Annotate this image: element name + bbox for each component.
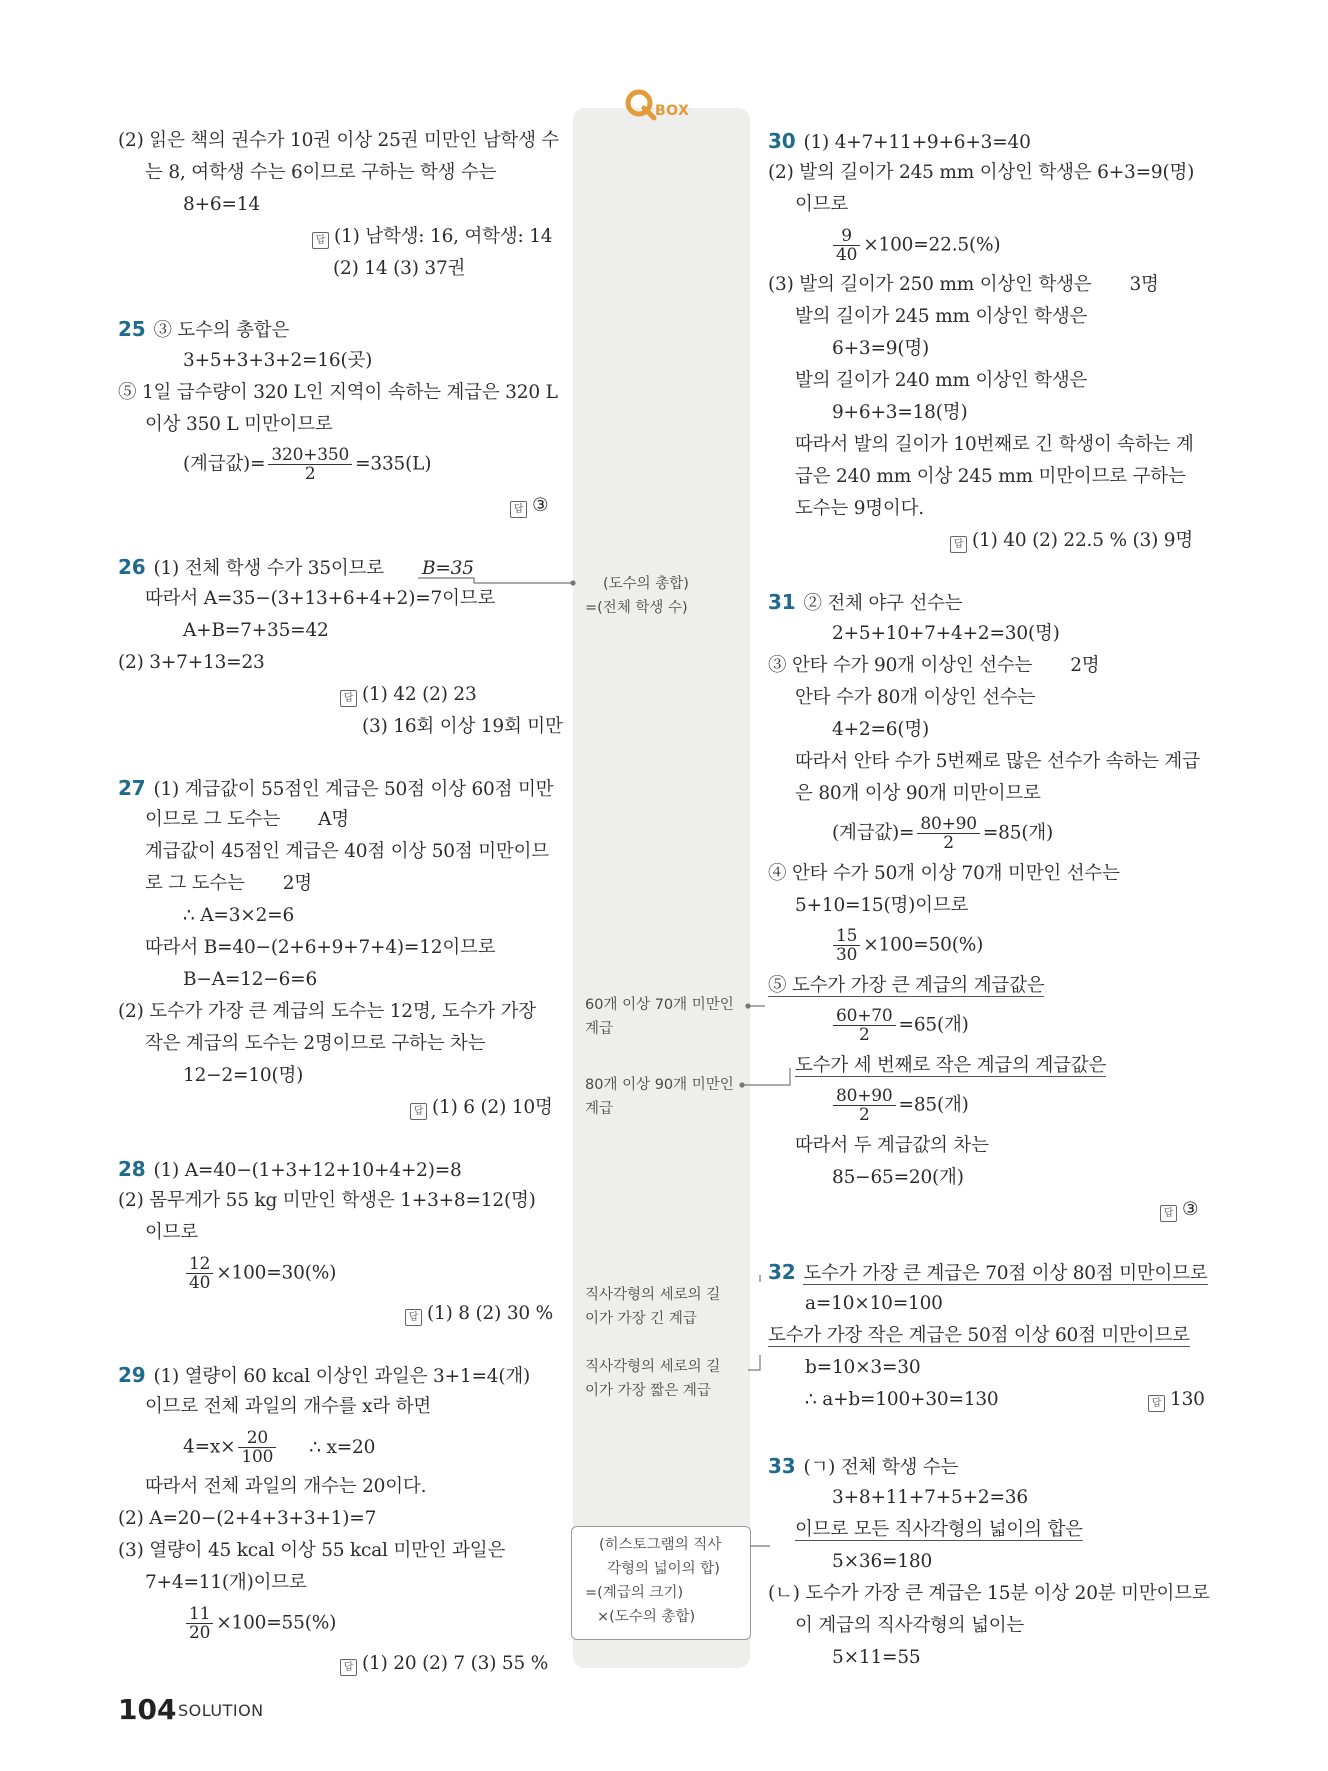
q31-line: ③ 안타 수가 90개 이상인 선수는 2명 xyxy=(768,655,1100,676)
q27-line: 계급값이 45점인 계급은 40점 이상 50점 미만이므 xyxy=(145,841,549,862)
q30-line: 급은 240 mm 이상 245 mm 미만이므로 구하는 xyxy=(795,466,1186,487)
q25-line: 3+5+3+3+2=16(곳) xyxy=(183,350,373,371)
q27-line: 로 그 도수는 2명 xyxy=(145,873,312,894)
q33-line: 5×36=180 xyxy=(832,1551,933,1572)
answer-icon: 답 xyxy=(950,536,967,553)
fraction: $\frac{9}{40}$ xyxy=(833,227,860,264)
sidebar-note-total-frequency: (도수의 총합) =(전체 학생 수) xyxy=(585,576,689,616)
qbox-logo-text: BOX xyxy=(655,103,690,119)
q25-answer: 답 ③ xyxy=(510,494,548,518)
q30-line: 이므로 xyxy=(795,194,849,215)
q31-line: ④ 안타 수가 50개 이상 70개 미만인 선수는 xyxy=(768,863,1120,884)
fraction: $\frac{20}{100}$ xyxy=(238,1429,276,1466)
sidebar-note-tallest: 직사각형의 세로의 길 이가 가장 긴 계급 xyxy=(585,1287,721,1327)
q27-line: 따라서 B=40−(2+6+9+7+4)=12이므로 xyxy=(145,937,496,958)
q25-line: 이상 350 L 미만이므로 xyxy=(145,414,333,435)
q26-answer: (3) 16회 이상 19회 미만 xyxy=(362,716,563,737)
q33-line: 33 (ㄱ) 전체 학생 수는 xyxy=(768,1454,959,1478)
answer-icon: 답 xyxy=(510,501,527,518)
question-number: 32 xyxy=(768,1260,796,1284)
q31-line: 2+5+10+7+4+2=30(명) xyxy=(832,623,1060,644)
q30-answer: 답 (1) 40 (2) 22.5 % (3) 9명 xyxy=(950,529,1193,553)
q33-line: 이 계급의 직사각형의 넓이는 xyxy=(795,1615,1025,1636)
q28-line: (2) 몸무게가 55 kg 미만인 학생은 1+3+8=12(명) xyxy=(118,1190,536,1211)
fraction: $\frac{11}{20}$ xyxy=(186,1605,213,1642)
q27-line: 이므로 그 도수는 A명 xyxy=(145,809,349,830)
q29-formula: 4=x× $\frac{20}{100}$ ∴ x=20 xyxy=(183,1428,376,1467)
q27-line: B−A=12−6=6 xyxy=(183,969,318,990)
q31-line: 4+2=6(명) xyxy=(832,719,930,740)
q31-line: 31 ② 전체 야구 선수는 xyxy=(768,590,963,614)
q31-formula: $\frac{60+70}{2}$ =65(개) xyxy=(830,1007,969,1044)
q31-formula: $\frac{80+90}{2}$ =85(개) xyxy=(830,1087,969,1124)
q25-line: 25 ③ 도수의 총합은 xyxy=(118,317,290,341)
q28-formula: $\frac{12}{40}$ ×100=30(%) xyxy=(183,1255,336,1292)
q31-answer: 답 ③ xyxy=(1160,1198,1198,1222)
q29-line: (3) 열량이 45 kcal 이상 55 kcal 미만인 과일은 xyxy=(118,1540,506,1561)
q24-line: 는 8, 여학생 수는 6이므로 구하는 학생 수는 xyxy=(145,162,497,183)
q31-line: 은 80개 이상 90개 미만이므로 xyxy=(795,783,1041,804)
q30-line: (3) 발의 길이가 250 mm 이상인 학생은 3명 xyxy=(768,274,1159,295)
q31-line: ⑤ 도수가 가장 큰 계급의 계급값은 xyxy=(768,975,1045,996)
q28-answer: 답 (1) 8 (2) 30 % xyxy=(405,1302,553,1326)
q30-line: 도수는 9명이다. xyxy=(795,498,924,519)
answer-icon: 답 xyxy=(340,1659,357,1676)
q25-line: ⑤ 1일 급수량이 320 L인 지역이 속하는 계급은 320 L xyxy=(118,382,558,403)
q30-formula: $\frac{9}{40}$ ×100=22.5(%) xyxy=(830,227,1000,264)
footer-label: SOLUTION xyxy=(178,1701,264,1720)
q27-line: ∴ A=3×2=6 xyxy=(183,905,295,926)
sidebar-note-80-90: 80개 이상 90개 미만인 계급 xyxy=(585,1077,734,1117)
q26-line: 따라서 A=35−(3+13+6+4+2)=7이므로 xyxy=(145,588,496,609)
fraction: $\frac{15}{30}$ xyxy=(833,927,860,964)
q33-line: 이므로 모든 직사각형의 넓이의 합은 xyxy=(795,1519,1083,1540)
question-number: 27 xyxy=(118,776,146,800)
q29-line: 29 (1) 열량이 60 kcal 이상인 과일은 3+1=4(개) xyxy=(118,1363,531,1387)
question-number: 28 xyxy=(118,1157,146,1181)
q30-line: 9+6+3=18(명) xyxy=(832,402,968,423)
question-number: 31 xyxy=(768,590,796,614)
q30-line: 발의 길이가 245 mm 이상인 학생은 xyxy=(795,306,1088,327)
q24-line: (2) 읽은 책의 권수가 10권 이상 25권 미만인 남학생 수 xyxy=(118,130,560,151)
q31-line: 안타 수가 80개 이상인 선수는 xyxy=(795,687,1036,708)
question-number: 25 xyxy=(118,317,146,341)
q27-line: 작은 계급의 도수는 2명이므로 구하는 차는 xyxy=(145,1033,486,1054)
q31-line: 따라서 안타 수가 5번째로 많은 선수가 속하는 계급 xyxy=(795,751,1200,772)
q29-line: 7+4=11(개)이므로 xyxy=(145,1572,307,1593)
q30-line: 30 (1) 4+7+11+9+6+3=40 xyxy=(768,129,1031,153)
q26-line: A+B=7+35=42 xyxy=(183,620,329,641)
q24-answer: 답 (1) 남학생: 16, 여학생: 14 xyxy=(312,225,552,249)
sidebar-note-60-70: 60개 이상 70개 미만인 계급 xyxy=(585,997,734,1037)
q33-line: (ㄴ) 도수가 가장 큰 계급은 15분 이상 20분 미만이므로 xyxy=(768,1583,1210,1604)
sidebar-note-histogram-area: (히스토그램의 직사 각형의 넓이의 합) =(계급의 크기) ×(도수의 총합) xyxy=(585,1537,722,1625)
q28-line: 이므로 xyxy=(145,1222,199,1243)
q32-line: a=10×10=100 xyxy=(805,1293,943,1314)
q32-line: 도수가 가장 작은 계급은 50점 이상 60점 미만이므로 xyxy=(768,1325,1190,1346)
answer-icon: 답 xyxy=(340,690,357,707)
q25-formula: (계급값)= $\frac{320+350}{2}$ =335(L) xyxy=(183,445,432,484)
q27-answer: 답 (1) 6 (2) 10명 xyxy=(410,1096,553,1120)
fraction: $\frac{80+90}{2}$ xyxy=(917,815,980,852)
sidebar-note-shortest: 직사각형의 세로의 길 이가 가장 짧은 계급 xyxy=(585,1359,721,1399)
q32-answer: 답 130 xyxy=(1148,1388,1205,1412)
question-number: 30 xyxy=(768,129,796,153)
q31-line: 도수가 세 번째로 작은 계급의 계급값은 xyxy=(795,1055,1107,1076)
q33-line: 5×11=55 xyxy=(832,1647,921,1668)
q30-line: 따라서 발의 길이가 10번째로 긴 학생이 속하는 계 xyxy=(795,434,1194,455)
q31-line: 따라서 두 계급값의 차는 xyxy=(795,1135,989,1156)
question-number: 29 xyxy=(118,1363,146,1387)
question-number: 33 xyxy=(768,1454,796,1478)
q27-line: (2) 도수가 가장 큰 계급의 도수는 12명, 도수가 가장 xyxy=(118,1001,536,1022)
question-number: 26 xyxy=(118,555,146,579)
q28-line: 28 (1) A=40−(1+3+12+10+4+2)=8 xyxy=(118,1157,462,1181)
q32-line: 32 도수가 가장 큰 계급은 70점 이상 80점 미만이므로 xyxy=(768,1260,1208,1284)
q26-answer: 답 (1) 42 (2) 23 xyxy=(340,683,477,707)
fraction: $\frac{12}{40}$ xyxy=(186,1255,213,1292)
q31-line: 5+10=15(명)이므로 xyxy=(795,895,969,916)
answer-icon: 답 xyxy=(1160,1205,1177,1222)
q30-line: (2) 발의 길이가 245 mm 이상인 학생은 6+3=9(명) xyxy=(768,162,1195,183)
q32-line: ∴ a+b=100+30=130 xyxy=(805,1389,999,1410)
q27-line: 27 (1) 계급값이 55점인 계급은 50점 이상 60점 미만 xyxy=(118,776,554,800)
answer-icon: 답 xyxy=(312,232,329,249)
q30-line: 발의 길이가 240 mm 이상인 학생은 xyxy=(795,370,1088,391)
fraction: $\frac{60+70}{2}$ xyxy=(833,1007,896,1044)
q30-line: 6+3=9(명) xyxy=(832,338,930,359)
answer-icon: 답 xyxy=(405,1309,422,1326)
q29-line: 이므로 전체 과일의 개수를 x라 하면 xyxy=(145,1396,432,1417)
q29-formula: $\frac{11}{20}$ ×100=55(%) xyxy=(183,1605,336,1642)
q33-line: 3+8+11+7+5+2=36 xyxy=(832,1487,1028,1508)
page-number: 104 xyxy=(118,1693,177,1726)
q31-formula: (계급값)= $\frac{80+90}{2}$ =85(개) xyxy=(832,814,1054,853)
fraction: $\frac{320+350}{2}$ xyxy=(268,446,352,483)
q27-line: 12−2=10(명) xyxy=(183,1065,304,1086)
fraction: $\frac{80+90}{2}$ xyxy=(833,1087,896,1124)
q24-line: 8+6=14 xyxy=(183,194,260,215)
q31-line: 85−65=20(개) xyxy=(832,1167,964,1188)
q24-answer: (2) 14 (3) 37권 xyxy=(333,258,466,279)
q31-formula: $\frac{15}{30}$ ×100=50(%) xyxy=(830,927,983,964)
qbox-sidebar xyxy=(573,108,750,1668)
q29-line: 따라서 전체 과일의 개수는 20이다. xyxy=(145,1476,427,1497)
q26-line: 26 (1) 전체 학생 수가 35이므로 B=35 xyxy=(118,555,474,579)
q29-line: (2) A=20−(2+4+3+3+1)=7 xyxy=(118,1508,377,1529)
q29-answer: 답 (1) 20 (2) 7 (3) 55 % xyxy=(340,1652,548,1676)
q26-line: (2) 3+7+13=23 xyxy=(118,652,265,673)
answer-icon: 답 xyxy=(1148,1395,1165,1412)
answer-icon: 답 xyxy=(410,1103,427,1120)
qbox-logo-icon xyxy=(624,88,658,122)
q32-line: b=10×3=30 xyxy=(805,1357,921,1378)
